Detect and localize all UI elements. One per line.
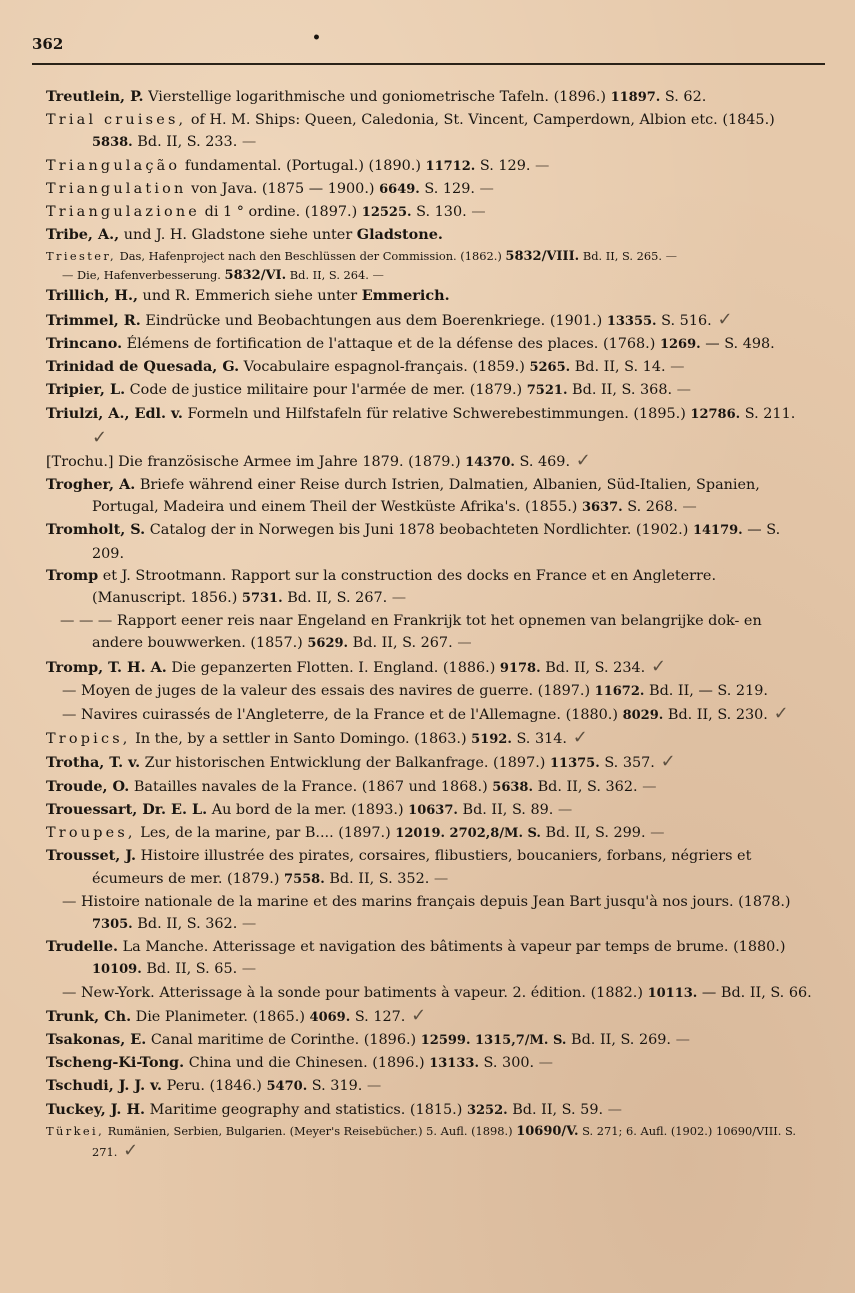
entry-lead: Troupes, bbox=[46, 825, 136, 842]
check-mark-icon: ✓ bbox=[767, 703, 789, 725]
entry-mark: — bbox=[387, 590, 407, 607]
catalog-entry bbox=[46, 799, 813, 822]
entry-number: 13133. bbox=[429, 1056, 479, 1072]
entry-lead: Trillich, H., bbox=[46, 287, 138, 305]
catalog-entry bbox=[46, 610, 813, 655]
entry-body: Briefe während einer Reise durch Istrien, Dalmatien, Albanien, Süd-Italien, Spanien, Portugal, Madeira und einem Theil der Westküste Afrika's. (1855.) bbox=[92, 477, 760, 516]
header-dot: • bbox=[312, 30, 321, 46]
entry-number: 10637. bbox=[408, 802, 458, 818]
catalog-entry bbox=[46, 656, 813, 680]
entry-tail: Bd. II, S. 368. bbox=[567, 382, 673, 399]
page-header bbox=[32, 0, 813, 66]
catalog-entry bbox=[46, 309, 813, 333]
entry-number: 11712. bbox=[425, 158, 476, 174]
entry-mark: — bbox=[534, 1055, 554, 1072]
entry-body: Eindrücke und Beobachtungen aus dem Boerenkriege. (1901.) bbox=[140, 312, 607, 329]
catalog-entry bbox=[46, 565, 813, 610]
entry-body: Au bord de la mer. (1893.) bbox=[207, 801, 409, 818]
entry-number: 14179. bbox=[692, 523, 743, 539]
entry-lead: Tscheng-Ki-Tong. bbox=[46, 1054, 185, 1072]
entry-body: La Manche. Atterissage et navigation des bâtiments à vapeur par temps de brume. (1880.) bbox=[118, 939, 786, 956]
entry-lead: Tsakonas, E. bbox=[46, 1030, 147, 1048]
check-mark-icon: ✓ bbox=[567, 727, 588, 749]
entry-mark: — bbox=[530, 157, 550, 174]
entry-mark: — bbox=[368, 268, 384, 283]
entry-body: Code de justice militaire pour l'armée de mer. (1879.) bbox=[125, 382, 527, 399]
entry-tail: Bd. II, S. 14. bbox=[570, 359, 666, 376]
entry-tail: S. 469. bbox=[514, 453, 571, 470]
catalog-entry bbox=[46, 266, 813, 285]
check-mark-icon: ✓ bbox=[405, 1004, 427, 1026]
entry-tail: S. 62. bbox=[660, 89, 707, 105]
entry-lead: Tromp bbox=[46, 566, 99, 584]
entry-body: Das, Hafenproject nach den Beschlüssen der Commission. (1862.) bbox=[116, 249, 506, 264]
entry-body: und R. Emmerich siehe unter bbox=[137, 288, 362, 305]
entry-body: Rumänien, Serbien, Bulgarien. (Meyer's Reisebücher.) 5. Aufl. (1898.) bbox=[104, 1123, 517, 1138]
entry-number: 7521. bbox=[526, 383, 568, 399]
entry-lead: Tromp, T. H. A. bbox=[46, 658, 167, 676]
check-mark-icon: ✓ bbox=[117, 1139, 139, 1161]
entry-tail: Bd. II, S. 230. bbox=[663, 707, 768, 724]
entry-tail: Bd. II, S. 267. bbox=[348, 635, 453, 652]
entry-body: Moyen de juges de la valeur des essais des navires de guerre. (1897.) bbox=[76, 682, 595, 699]
entry-body: Les, de la marine, par B.... (1897.) bbox=[135, 825, 396, 842]
entry-number: 5832/VIII. bbox=[505, 249, 580, 265]
entry-tail: Bd. II, S. 267. bbox=[282, 590, 388, 607]
entry-tail: S. 211. bbox=[740, 406, 796, 423]
entry-lead: — bbox=[62, 984, 77, 1001]
catalog-entry bbox=[46, 751, 813, 775]
entry-body: Die französische Armee im Jahre 1879. (1879.) bbox=[113, 453, 466, 470]
entry-lead: Tropics, bbox=[46, 731, 131, 748]
entry-body: et J. Strootmann. Rapport sur la construction des docks en France et en Angleterre. (Manuscript. 1856.) bbox=[92, 567, 717, 607]
entry-lead: — bbox=[62, 682, 77, 699]
catalog-entry bbox=[46, 474, 813, 519]
entry-number: 4069. bbox=[309, 1009, 351, 1025]
entry-lead: Tribe, A., bbox=[46, 226, 120, 244]
entry-number: 10109. bbox=[92, 962, 142, 978]
entry-lead: [Trochu.] bbox=[46, 453, 114, 470]
entry-body: Navires cuirassés de l'Angleterre, de la France et de l'Allemagne. (1880.) bbox=[76, 707, 623, 724]
entry-lead: Türkei, bbox=[46, 1123, 105, 1138]
catalog-entry bbox=[46, 727, 813, 751]
entry-body: Maritime geography and statistics. (1815.) bbox=[145, 1101, 467, 1118]
entry-lead: Trousset, J. bbox=[46, 847, 137, 865]
entry-number: 12786. bbox=[690, 407, 741, 423]
entry-lead: — bbox=[62, 893, 77, 910]
header-rule bbox=[32, 63, 825, 65]
entry-tail: — S. 498. bbox=[700, 335, 775, 352]
check-mark-icon: ✓ bbox=[654, 751, 676, 773]
entry-lead: Trial cruises, bbox=[46, 112, 187, 129]
entry-mark: — bbox=[452, 635, 472, 652]
entry-tail: Bd. II, — S. 219. bbox=[644, 682, 768, 699]
entry-lead: Trogher, A. bbox=[46, 476, 136, 494]
entry-body: Zur historischen Entwicklung der Balkanfrage. (1897.) bbox=[140, 755, 550, 772]
entry-body: New-York. Atterissage à la sonde pour batiments à vapeur. 2. édition. (1882.) bbox=[76, 984, 648, 1001]
entry-tail: Bd. II, S. 233. bbox=[132, 134, 238, 151]
entry-mark: — bbox=[429, 870, 449, 887]
entry-number: 10113. bbox=[647, 985, 698, 1001]
entry-tail: Bd. II, S. 299. bbox=[540, 825, 646, 842]
catalog-entry bbox=[46, 356, 813, 379]
entry-lead: Trincano. bbox=[46, 334, 123, 352]
catalog-entry bbox=[46, 178, 813, 201]
catalog-entry bbox=[46, 285, 813, 308]
entry-number: 3637. bbox=[582, 500, 623, 516]
catalog-entry bbox=[46, 450, 813, 474]
entry-lead: Trinidad de Quesada, G. bbox=[46, 358, 240, 376]
catalog-entry bbox=[46, 936, 813, 981]
entry-mark: — bbox=[672, 382, 692, 399]
entry-mark: — bbox=[466, 204, 486, 221]
entry-tail: Bd. II, S. 265. bbox=[579, 249, 662, 264]
catalog-entry bbox=[46, 155, 813, 178]
entry-body: Canal maritime de Corinthe. (1896.) bbox=[146, 1031, 421, 1048]
entry-tail: S. 314. bbox=[511, 731, 568, 748]
catalog-entry bbox=[46, 703, 813, 727]
entry-number: 10690/V. bbox=[516, 1123, 579, 1139]
catalog-entry bbox=[46, 1099, 813, 1122]
catalog-entry bbox=[46, 201, 813, 224]
entry-tail: S. 268. bbox=[622, 499, 678, 516]
entry-mark: — bbox=[237, 134, 257, 151]
catalog-entry bbox=[46, 224, 813, 247]
catalog-entry bbox=[46, 402, 813, 449]
entry-tail: Bd. II, S. 89. bbox=[457, 801, 554, 818]
catalog-entry bbox=[46, 982, 813, 1005]
entry-number: 9178. bbox=[499, 660, 541, 676]
check-mark-icon: ✓ bbox=[645, 655, 667, 677]
entry-mark: — bbox=[637, 778, 657, 795]
entry-mark: — bbox=[645, 825, 665, 842]
entry-lead: Troude, O. bbox=[46, 777, 130, 795]
entry-body: fundamental. (Portugal.) (1890.) bbox=[180, 157, 426, 174]
entry-number: 5832/VI. bbox=[224, 268, 287, 284]
catalog-entry bbox=[46, 845, 813, 890]
entry-mark: — bbox=[661, 249, 677, 264]
check-mark-icon: ✓ bbox=[92, 426, 108, 448]
entry-lead: Triester, bbox=[46, 249, 117, 264]
entry-mark: — bbox=[474, 180, 494, 197]
entry-mark: — bbox=[671, 1031, 690, 1048]
check-mark-icon: ✓ bbox=[711, 308, 733, 330]
entry-tail: S. 130. bbox=[411, 204, 467, 221]
entry-lead: — — — bbox=[60, 613, 113, 630]
catalog-entry bbox=[46, 1052, 813, 1075]
entry-lead: Tschudi, J. J. v. bbox=[46, 1077, 163, 1095]
entry-lead: Triangulação bbox=[46, 157, 181, 174]
entry-mark: — bbox=[362, 1078, 382, 1095]
entry-mark: — bbox=[553, 801, 573, 818]
entry-number: 5838. bbox=[92, 135, 133, 151]
entry-tail: S. 319. bbox=[307, 1078, 363, 1095]
catalog-entry bbox=[46, 1005, 813, 1029]
entry-number: 3252. bbox=[466, 1102, 508, 1118]
entry-mark: — bbox=[603, 1101, 623, 1118]
entry-tail: S. 357. bbox=[599, 755, 655, 772]
entry-tail: Gladstone. bbox=[356, 226, 443, 244]
entry-number: 8029. bbox=[622, 708, 664, 724]
entry-body: China und die Chinesen. (1896.) bbox=[184, 1055, 430, 1072]
entry-number: 5265. bbox=[529, 360, 571, 376]
catalog-entry bbox=[46, 1122, 813, 1162]
catalog-entry bbox=[46, 1075, 813, 1098]
entry-number: 1269. bbox=[659, 336, 701, 352]
entry-body: Peru. (1846.) bbox=[162, 1078, 267, 1095]
entry-lead: Trimmel, R. bbox=[46, 311, 141, 329]
catalog-entry bbox=[46, 822, 813, 845]
entry-body: und J. H. Gladstone siehe unter bbox=[119, 227, 357, 244]
entry-tail: S. 129. bbox=[419, 180, 475, 197]
entry-number: 6649. bbox=[379, 181, 420, 197]
catalog-entry bbox=[46, 379, 813, 402]
entry-body: Rapport eener reis naar Engeland en Frankrijk tot het opnemen van belangrijke dok- en andere bouwwerken. (1857.) bbox=[92, 613, 762, 652]
check-mark-icon: ✓ bbox=[570, 449, 591, 471]
entry-number: 5731. bbox=[241, 591, 283, 607]
entry-body: Die gepanzerten Flotten. I. England. (1886.) bbox=[166, 659, 500, 676]
entry-number: 11672. bbox=[594, 683, 645, 699]
entry-tail: Bd. II, S. 362. bbox=[132, 915, 238, 932]
catalog-entry bbox=[46, 776, 813, 799]
entry-mark: — bbox=[237, 961, 257, 978]
entry-body: of H. M. Ships: Queen, Caledonia, St. Vincent, Camperdown, Albion etc. (1845.) bbox=[186, 112, 775, 129]
entry-number: 5629. bbox=[307, 636, 349, 652]
catalog-entry bbox=[46, 680, 813, 703]
entry-number: 13355. bbox=[606, 313, 657, 329]
entry-tail: Bd. II, S. 362. bbox=[533, 778, 638, 795]
page-number: 362 bbox=[32, 35, 64, 53]
entry-tail: Emmerich. bbox=[361, 287, 450, 305]
entry-number: 12525. bbox=[361, 205, 412, 221]
entry-body: Batailles navales de la France. (1867 und 1868.) bbox=[129, 778, 493, 795]
entry-lead: Triangulation bbox=[46, 180, 187, 197]
catalog-entry bbox=[46, 519, 813, 564]
entry-body: Die, Hafenverbesserung. bbox=[73, 268, 225, 283]
entry-tail: Bd. II, S. 65. bbox=[141, 961, 238, 978]
entry-mark: — bbox=[237, 915, 257, 932]
entry-tail: — S. 209. bbox=[92, 522, 781, 562]
entry-number: 5638. bbox=[492, 779, 533, 795]
entry-lead: Treutlein, P. bbox=[46, 88, 144, 105]
entry-body: Catalog der in Norwegen bis Juni 1878 beobachteten Nordlichter. (1902.) bbox=[145, 522, 693, 539]
entry-body: Formeln und Hilfstafeln für relative Schwerebestimmungen. (1895.) bbox=[182, 406, 691, 423]
catalog-entry bbox=[46, 333, 813, 356]
entry-tail: Bd. II, S. 234. bbox=[540, 659, 646, 676]
entry-lead: Tuckey, J. H. bbox=[46, 1100, 146, 1118]
entry-tail: Bd. II, S. 352. bbox=[324, 870, 430, 887]
entry-body: In the, by a settler in Santo Domingo. (1863.) bbox=[130, 731, 472, 748]
entry-number: 5470. bbox=[266, 1079, 308, 1095]
entry-body: Vierstellige logarithmische und goniometrische Tafeln. (1896.) bbox=[143, 89, 611, 105]
entry-lead: Trotha, T. v. bbox=[46, 754, 141, 772]
entry-body: Vocabulaire espagnol-français. (1859.) bbox=[239, 359, 530, 376]
entry-body: Élémens de fortification de l'attaque et de la défense des places. (1768.) bbox=[122, 335, 660, 352]
entry-number: 11897. bbox=[610, 90, 661, 105]
entry-number: 14370. bbox=[465, 454, 515, 470]
entry-body: Histoire illustrée des pirates, corsaires, flibustiers, boucaniers, forbans, négriers et écumeurs de mer. (1879.) bbox=[92, 848, 752, 887]
catalog-entry bbox=[46, 1029, 813, 1052]
entry-mark: — bbox=[665, 359, 685, 376]
entry-lead: Tripier, L. bbox=[46, 381, 126, 399]
entry-tail: Bd. II, S. 264. bbox=[286, 268, 369, 283]
entry-lead: Tromholt, S. bbox=[46, 521, 146, 539]
entry-number: 11375. bbox=[550, 756, 600, 772]
entry-mark: — bbox=[677, 499, 697, 516]
entry-number: 7305. bbox=[92, 916, 133, 932]
entry-tail: Bd. II, S. 59. bbox=[507, 1101, 604, 1118]
entry-lead: Trudelle. bbox=[46, 938, 119, 956]
catalog-entry bbox=[46, 109, 813, 154]
entry-tail: Bd. II, S. 269. bbox=[566, 1031, 672, 1048]
catalog-entry bbox=[46, 247, 813, 266]
entry-lead: — bbox=[62, 707, 77, 724]
entry-body: von Java. (1875 — 1900.) bbox=[186, 180, 380, 197]
entry-tail: S. 516. bbox=[656, 312, 712, 329]
entry-body: Die Planimeter. (1865.) bbox=[131, 1008, 310, 1025]
entry-number: 5192. bbox=[471, 732, 512, 748]
entry-number: 12019. 2702,8/M. S. bbox=[395, 826, 541, 842]
catalog-entry bbox=[46, 86, 813, 109]
entry-tail: — Bd. II, S. 66. bbox=[697, 984, 812, 1001]
entry-number: 7558. bbox=[284, 871, 325, 887]
entry-lead: Triulzi, A., Edl. v. bbox=[46, 405, 183, 423]
entry-lead: Triangulazione bbox=[46, 204, 201, 221]
entry-tail: S. 271; 6. Aufl. (1902.) 10690/VIII. S. 271. bbox=[92, 1123, 797, 1159]
entry-tail: S. 129. bbox=[475, 157, 531, 174]
entry-number: 12599. 1315,7/M. S. bbox=[420, 1032, 567, 1048]
entry-lead: Trouessart, Dr. E. L. bbox=[46, 800, 208, 818]
entry-lead: — bbox=[62, 268, 74, 283]
entry-tail: S. 127. bbox=[350, 1008, 406, 1025]
catalog-entry bbox=[46, 891, 813, 936]
entry-body: di 1 ° ordine. (1897.) bbox=[200, 204, 362, 221]
entry-body: Histoire nationale de la marine et des marins français depuis Jean Bart jusqu'à nos jours. (1878.) bbox=[76, 893, 791, 910]
entry-lead: Trunk, Ch. bbox=[46, 1007, 132, 1025]
catalog-entries bbox=[46, 86, 813, 1162]
entry-tail: S. 300. bbox=[478, 1055, 535, 1072]
